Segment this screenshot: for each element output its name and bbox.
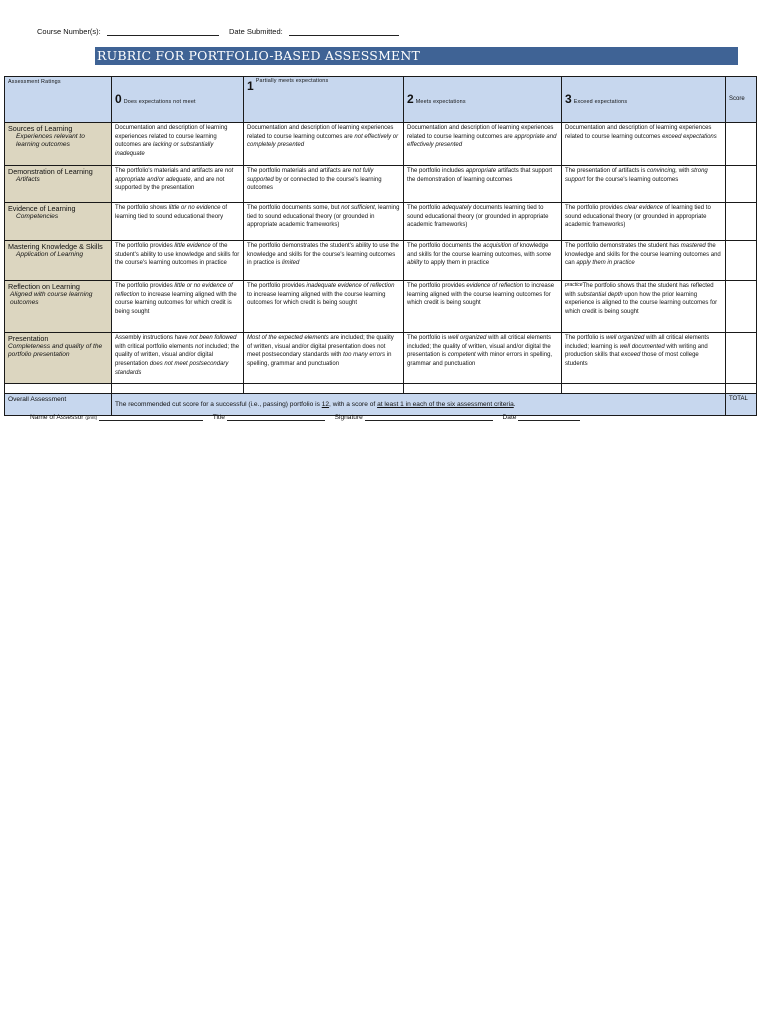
rating-cell: Documentation and description of learning experiences related to course learning outcomes are lacking or substantially inadequate — [112, 123, 244, 166]
score-header: Score — [726, 77, 757, 123]
criterion-label: Sources of Learning Experiences relevant to learning outcomes — [5, 123, 112, 166]
signature-footer — [30, 413, 588, 421]
print-label: (print) — [85, 415, 98, 420]
rating-cell: Most of the expected elements are included; the quality of written, visual and/or digital presentation does not meet postsecondary standards with too many errors in spelling, grammar and punctuation — [244, 333, 404, 384]
criterion-row — [5, 123, 757, 166]
rating-cell: Documentation and description of learning experiences related to course learning outcomes are appropriate and effectively presented — [404, 123, 562, 166]
rating-cell: $^{practice}$The portfolio shows that the student has reflected with substantial depth upon how the prior learning experience is aligned to the course learning outcomes for which credit is being sought — [562, 281, 726, 333]
criterion-row — [5, 281, 757, 333]
rating-cell: The portfolio materials and artifacts are not fully supported by or connected to the course's learning outcomes — [244, 166, 404, 203]
criterion-label: Mastering Knowledge & Skills Application of Learning — [5, 241, 112, 281]
level-3-header: 3 Exceed expectations — [562, 77, 726, 123]
course-number-field[interactable] — [107, 27, 219, 36]
criterion-row — [5, 203, 757, 241]
rating-cell: Documentation and description of learning experiences related to course learning outcomes exceed expectations — [562, 123, 726, 166]
title-field[interactable] — [227, 413, 325, 421]
score-cell[interactable] — [726, 166, 757, 203]
assessor-label: Name of Assessor — [30, 414, 84, 421]
overall-assessment-label: Overall Assessment — [5, 394, 112, 416]
score-cell[interactable] — [726, 333, 757, 384]
header-row — [5, 77, 757, 123]
rating-cell: The presentation of artifacts is convincing, with strong support for the course's learning outcomes — [562, 166, 726, 203]
level-1-header: 1 Partially meets expectations — [244, 77, 404, 123]
date-label: Date — [502, 414, 517, 421]
rating-cell: The portfolio adequately documents learning tied to sound educational theory (or grounded in appropriate academic frameworks) — [404, 203, 562, 241]
criterion-label: Demonstration of Learning Artifacts — [5, 166, 112, 203]
rating-cell: The portfolio demonstrates the student's ability to use the knowledge and skills for the course's learning outcomes in practice is limited — [244, 241, 404, 281]
rating-cell: The portfolio includes appropriate artifacts that support the demonstration of learning outcomes — [404, 166, 562, 203]
score-cell[interactable] — [726, 241, 757, 281]
signature-label: Signature — [334, 414, 363, 421]
date-submitted-label: Date Submitted: — [228, 27, 283, 36]
rating-cell: The portfolio demonstrates the student has mastered the knowledge and skills for the course learning outcomes and can apply them in practice — [562, 241, 726, 281]
rating-cell: The portfolio provides little or no evidence of reflection to increase learning aligned with the course learning outcomes for which credit is being sought — [112, 281, 244, 333]
criterion-label: Reflection on Learning Aligned with course learning outcomes — [5, 281, 112, 333]
level-0-header: 0 Does expectations not meet — [112, 77, 244, 123]
course-number-label: Course Number(s): — [37, 27, 101, 36]
form-header — [37, 27, 737, 36]
rating-cell: Documentation and description of learning experiences related to course learning outcomes are not effectively or completely presented — [244, 123, 404, 166]
criterion-label: Evidence of Learning Competencies — [5, 203, 112, 241]
rating-cell: The portfolio's materials and artifacts are not appropriate and/or adequate, and are not supported by the presentation — [112, 166, 244, 203]
page-title: RUBRIC FOR PORTFOLIO-BASED ASSESSMENT — [95, 47, 738, 65]
title-label: Title — [212, 414, 225, 421]
date-field[interactable] — [518, 413, 580, 421]
rating-cell: The portfolio provides clear evidence of learning tied to sound educational theory (or grounded in appropriate academic frameworks) — [562, 203, 726, 241]
assessor-name-field[interactable] — [99, 413, 203, 421]
rating-cell: The portfolio documents some, but not sufficient, learning tied to sound educational theory (or grounded in appropriate academic frameworks) — [244, 203, 404, 241]
rating-cell: The portfolio is well organized with all critical elements included; learning is well documented with writing and production skills that exceed those of most college students — [562, 333, 726, 384]
criterion-row — [5, 241, 757, 281]
rating-cell: The portfolio documents the acquisition of knowledge and skills for the course learning outcomes, with some ability to apply them in practice — [404, 241, 562, 281]
level-2-header: 2 Meets expectations — [404, 77, 562, 123]
rating-cell: The portfolio shows little or no evidence of learning tied to sound educational theory — [112, 203, 244, 241]
overall-assessment-text: The recommended cut score for a successful (i.e., passing) portfolio is 12, with a score of at least 1 in each of the six assessment criteria. — [112, 394, 726, 416]
rating-cell: Assembly instructions have not been followed with critical portfolio elements not included; the quality of written, visual and/or digital presentation does not meet postsecondary standards — [112, 333, 244, 384]
signature-field[interactable] — [365, 413, 493, 421]
score-cell[interactable] — [726, 281, 757, 333]
score-cell[interactable] — [726, 123, 757, 166]
rating-cell: The portfolio provides little evidence of the student's ability to use knowledge and skills for the course's learning outcomes in practice — [112, 241, 244, 281]
rating-cell: The portfolio is well organized with all critical elements included; the quality of written, visual and/or digital the presentation is competent with minor errors in spelling, grammar and punctuation — [404, 333, 562, 384]
date-submitted-field[interactable] — [289, 27, 399, 36]
criterion-label: Presentation Completeness and quality of the portfolio presentation — [5, 333, 112, 384]
criterion-row — [5, 333, 757, 384]
total-label: TOTAL — [726, 394, 757, 416]
rating-cell: The portfolio provides inadequate evidence of reflection to increase learning aligned with the course learning outcomes for which credit is being sought — [244, 281, 404, 333]
spacer-row — [5, 384, 757, 394]
rating-cell: The portfolio provides evidence of reflection to increase learning aligned with the course learning outcomes for which credit is being sought — [404, 281, 562, 333]
score-cell[interactable] — [726, 203, 757, 241]
criterion-row — [5, 166, 757, 203]
rubric-table — [4, 76, 757, 416]
ratings-header: Assessment Ratings — [5, 77, 112, 123]
